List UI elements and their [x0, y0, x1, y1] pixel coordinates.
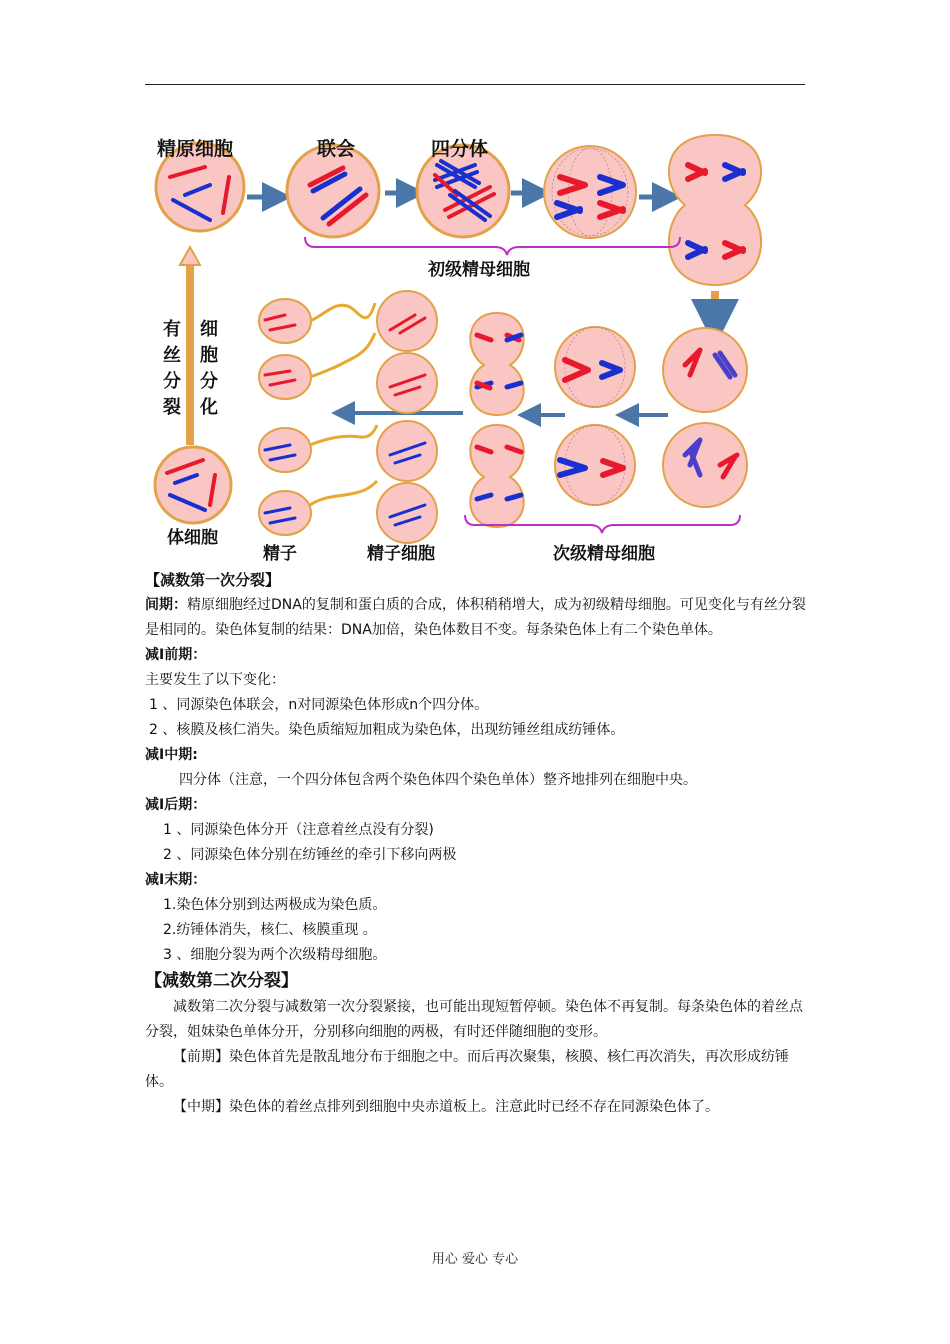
primary-bracket	[305, 237, 680, 255]
telophase-i-item: 2.纺锤体消失，核仁、核膜重现 。	[163, 922, 377, 938]
prophase-ii-label: 【前期】	[173, 1049, 229, 1065]
document-body	[145, 568, 807, 1120]
telophase-i-item: 1.染色体分别到达两极成为染色质。	[163, 897, 387, 913]
section2-intro: 减数第二次分裂与减数第一次分裂紧接，也可能出现短暂停顿。染色体不再复制。每条染色体的着丝点分裂，姐妹染色单体分开，分别移向细胞的两极，有时还伴随细胞的变形。	[145, 999, 803, 1040]
label-somatic-cell: 体细胞	[167, 528, 218, 548]
metaphase-ii-cell-b	[555, 425, 635, 505]
interphase-head: 间期：	[145, 597, 187, 613]
anaphase-i-item: 1 、同源染色体分开（注意着丝点没有分裂)	[163, 822, 434, 838]
section1-heading: 【减数第一次分裂】	[145, 571, 281, 589]
telophase-i-item: 3 、细胞分裂为两个次级精母细胞。	[163, 947, 387, 963]
section2-heading: 【减数第二次分裂】	[145, 971, 298, 991]
metaphase-ii-cell-a	[555, 327, 635, 407]
secondary-cell-b	[663, 423, 747, 507]
anaphase-ii-cell-a	[470, 313, 523, 415]
label-primary-spermatocyte: 初级精母细胞	[428, 260, 530, 280]
meiosis-diagram	[145, 125, 805, 570]
prophase-i-head: 减Ⅰ前期：	[145, 647, 207, 663]
sperm-cells	[259, 299, 377, 535]
label-tetrad: 四分体	[431, 138, 489, 160]
telophase-i-head: 减I末期：	[145, 872, 207, 888]
metaphase-i-text: 四分体（注意，一个四分体包含两个染色体四个染色单体）整齐地排列在细胞中央。	[179, 772, 697, 788]
metaphase-ii-text: 染色体的着丝点排列到细胞中央赤道板上。注意此时已经不存在同源染色体了。	[229, 1099, 719, 1115]
label-synapsis: 联会	[317, 138, 356, 160]
label-sperm: 精子	[263, 544, 297, 564]
anaphase-i-cell	[669, 135, 761, 285]
header-rule	[145, 84, 805, 85]
prophase-i-intro: 主要发生了以下变化：	[145, 672, 285, 688]
somatic-cell	[155, 447, 231, 523]
metaphase-i-head: 减I中期:	[145, 747, 198, 763]
prophase-ii-paragraph	[145, 1045, 807, 1095]
prophase-i-item: 2 、核膜及核仁消失。染色质缩短加粗成为染色体，出现纺锤丝组成纺锤体。	[149, 722, 625, 738]
page-footer: 用心 爱心 专心	[431, 1252, 519, 1267]
anaphase-ii-cell-b	[470, 425, 523, 527]
anaphase-i-head: 减I后期：	[145, 797, 207, 813]
label-spermatid: 精子细胞	[367, 544, 435, 564]
anaphase-i-item: 2 、同源染色体分别在纺锤丝的牵引下移向两极	[163, 847, 457, 863]
secondary-cell-a	[663, 328, 747, 412]
metaphase-ii-paragraph	[145, 1095, 807, 1120]
interphase-text: 精原细胞经过DNA的复制和蛋白质的合成，体积稍稍增大，成为初级精母细胞。可见变化与有丝分裂是相同的。染色体复制的结果：DNA加倍，染色体数目不变。每条染色体上有二个染色单体。	[145, 597, 806, 638]
label-secondary-spermatocyte: 次级精母细胞	[553, 544, 655, 564]
prophase-i-item: 1 、同源染色体联会，n对同源染色体形成n个四分体。	[149, 697, 489, 713]
metaphase-i-cell	[544, 146, 636, 238]
prophase-ii-text: 染色体首先是散乱地分布于细胞之中。而后再次聚集，核膜、核仁再次消失，再次形成纺锤体。	[145, 1049, 789, 1090]
label-cell-differentiation: 细胞分化	[200, 319, 218, 418]
interphase-paragraph	[145, 593, 807, 643]
spermatid-cells	[377, 291, 437, 543]
label-spermatogonium: 精原细胞	[157, 138, 234, 160]
label-mitosis: 有丝分裂	[163, 319, 181, 418]
metaphase-ii-label: 【中期】	[173, 1099, 229, 1115]
